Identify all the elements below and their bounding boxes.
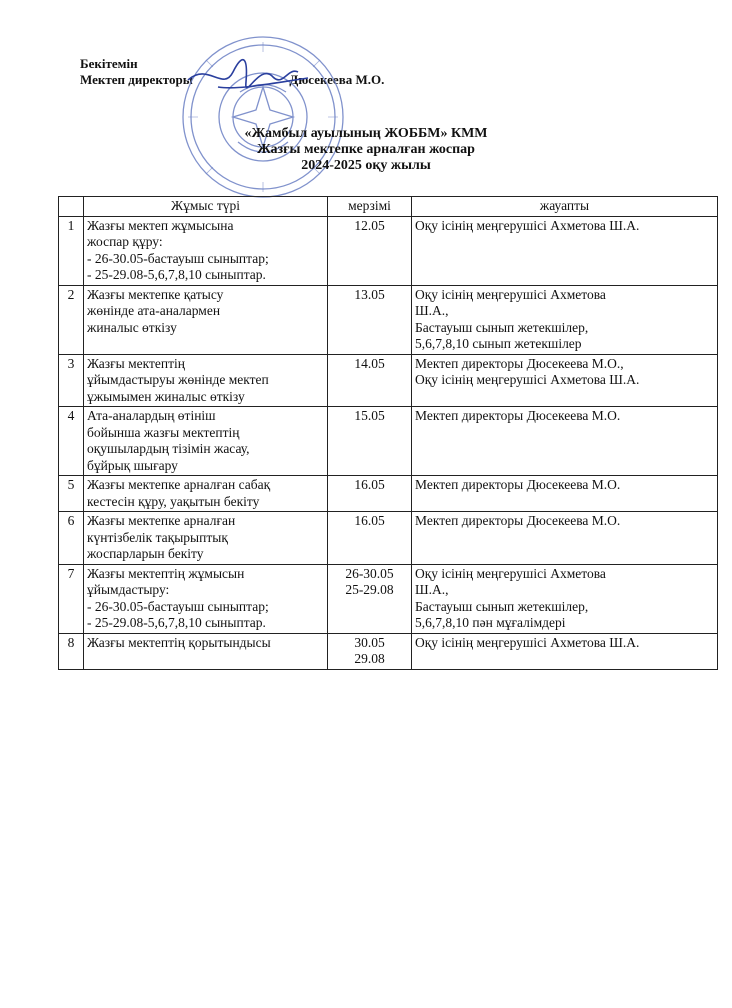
date-cell	[328, 216, 412, 285]
work-line: жөнінде ата-аналармен	[87, 303, 221, 318]
work-line: - 26-30.05-бастауыш сыныптар;	[87, 250, 269, 266]
table-row	[59, 354, 718, 407]
academic-year: 2024-2025 оқу жылы	[301, 158, 431, 173]
table-row	[59, 476, 718, 512]
work-line: Жазғы мектептің қорытындысы	[87, 634, 271, 650]
work-line: - 25-29.08-5,6,7,8,10 сыныптар.	[87, 267, 266, 282]
work-line: жоспар құру:	[87, 234, 163, 249]
table-row	[59, 633, 718, 669]
responsible-line: Оқу ісінің меңгерушісі Ахметова	[415, 286, 606, 302]
responsible-cell	[412, 354, 718, 407]
date-cell	[328, 285, 412, 354]
work-line: Жазғы мектептің жұмысын	[87, 565, 245, 581]
work-line: - 25-29.08-5,6,7,8,10 сыныптар.	[87, 615, 266, 630]
row-number: 8	[59, 633, 84, 669]
table-row	[59, 564, 718, 633]
work-cell	[84, 407, 328, 476]
responsible-cell	[412, 216, 718, 285]
work-line: Жазғы мектеп жұмысына	[87, 217, 234, 233]
work-line: жоспарларын бекіту	[87, 546, 204, 561]
responsible-line: 5,6,7,8,10 сынып жетекшілер	[415, 336, 582, 351]
responsible-line: Мектеп директоры Дюсекеева М.О.,	[415, 355, 624, 371]
responsible-line: 5,6,7,8,10 пән мұғалімдері	[415, 615, 566, 630]
work-cell	[84, 476, 328, 512]
table-header-row	[59, 197, 718, 217]
responsible-line: Мектеп директоры Дюсекеева М.О.	[415, 477, 621, 492]
responsible-line: Оқу ісінің меңгерушісі Ахметова Ш.А.	[415, 217, 640, 233]
column-header-number	[59, 197, 84, 217]
director-label: Мектеп директоры	[80, 72, 193, 87]
document-header	[0, 126, 732, 174]
date-cell	[328, 564, 412, 633]
responsible-line: Оқу ісінің меңгерушісі Ахметова Ш.А.	[415, 372, 640, 387]
row-number: 4	[59, 407, 84, 476]
work-line: бұйрық шығару	[87, 457, 178, 473]
row-number: 2	[59, 285, 84, 354]
work-line: - 26-30.05-бастауыш сыныптар;	[87, 598, 269, 614]
date-line: 12.05	[354, 217, 385, 233]
work-cell	[84, 216, 328, 285]
responsible-cell	[412, 512, 718, 565]
responsible-line: Оқу ісінің меңгерушісі Ахметова	[415, 565, 606, 581]
responsible-line: Оқу ісінің меңгерушісі Ахметова Ш.А.	[415, 634, 640, 650]
work-cell	[84, 633, 328, 669]
row-number: 5	[59, 476, 84, 512]
work-line: жиналыс өткізу	[87, 319, 177, 335]
date-line: 15.05	[354, 408, 385, 423]
organization-name: «Жамбыл ауылының ЖОББМ» КММ	[244, 126, 488, 141]
work-line: кестесін құру, уақытын бекіту	[87, 493, 260, 509]
table-row	[59, 512, 718, 565]
work-line: ұйымдастыруы жөнінде мектеп	[87, 372, 269, 387]
signature	[188, 60, 308, 88]
work-line: ұйымдастыру:	[87, 582, 170, 597]
date-line: 13.05	[354, 286, 385, 302]
date-line: 30.05	[354, 634, 385, 650]
responsible-line: Бастауыш сынып жетекшілер,	[415, 319, 589, 335]
row-number: 7	[59, 564, 84, 633]
row-number: 6	[59, 512, 84, 565]
director-name: Дюсекеева М.О.	[289, 72, 385, 87]
date-cell	[328, 476, 412, 512]
document-title: Жазғы мектепке арналған жоспар	[257, 142, 475, 157]
approval-title: Бекітемін	[80, 56, 138, 71]
responsible-cell	[412, 633, 718, 669]
responsible-cell	[412, 564, 718, 633]
responsible-line: Ш.А.,	[415, 303, 449, 318]
work-cell	[84, 354, 328, 407]
work-cell	[84, 512, 328, 565]
work-line: оқушылардың тізімін жасау,	[87, 441, 250, 456]
responsible-cell	[412, 285, 718, 354]
work-cell	[84, 564, 328, 633]
date-line: 29.08	[354, 651, 385, 666]
responsible-line: Ш.А.,	[415, 582, 449, 597]
table-body	[59, 216, 718, 669]
date-line: 14.05	[354, 355, 385, 371]
table-row	[59, 285, 718, 354]
column-header-work: Жұмыс түрі	[84, 197, 328, 217]
column-header-date: мерзімі	[328, 197, 412, 217]
work-line: Жазғы мектепке арналған	[87, 513, 236, 528]
work-line: Жазғы мектепке қатысу	[87, 286, 224, 302]
date-line: 26-30.05	[345, 565, 394, 581]
column-header-responsible: жауапты	[412, 197, 718, 217]
plan-table	[58, 196, 718, 670]
date-cell	[328, 354, 412, 407]
row-number: 1	[59, 216, 84, 285]
work-line: Ата-аналардың өтініш	[87, 408, 216, 423]
work-line: бойынша жазғы мектептің	[87, 424, 240, 440]
row-number: 3	[59, 354, 84, 407]
date-line: 16.05	[354, 477, 385, 492]
date-line: 25-29.08	[345, 582, 394, 597]
work-line: күнтізбелік тақырыптық	[87, 529, 228, 545]
date-line: 16.05	[354, 513, 385, 528]
date-cell	[328, 407, 412, 476]
work-cell	[84, 285, 328, 354]
work-line: ұжымымен жиналыс өткізу	[87, 388, 245, 404]
table-row	[59, 407, 718, 476]
date-cell	[328, 512, 412, 565]
responsible-line: Мектеп директоры Дюсекеева М.О.	[415, 408, 621, 423]
responsible-cell	[412, 476, 718, 512]
responsible-cell	[412, 407, 718, 476]
date-cell	[328, 633, 412, 669]
responsible-line: Мектеп директоры Дюсекеева М.О.	[415, 513, 621, 528]
responsible-line: Бастауыш сынып жетекшілер,	[415, 598, 589, 614]
work-line: Жазғы мектепке арналған сабақ	[87, 477, 271, 492]
work-line: Жазғы мектептің	[87, 355, 185, 371]
official-seal-stamp	[178, 32, 348, 202]
table-row	[59, 216, 718, 285]
